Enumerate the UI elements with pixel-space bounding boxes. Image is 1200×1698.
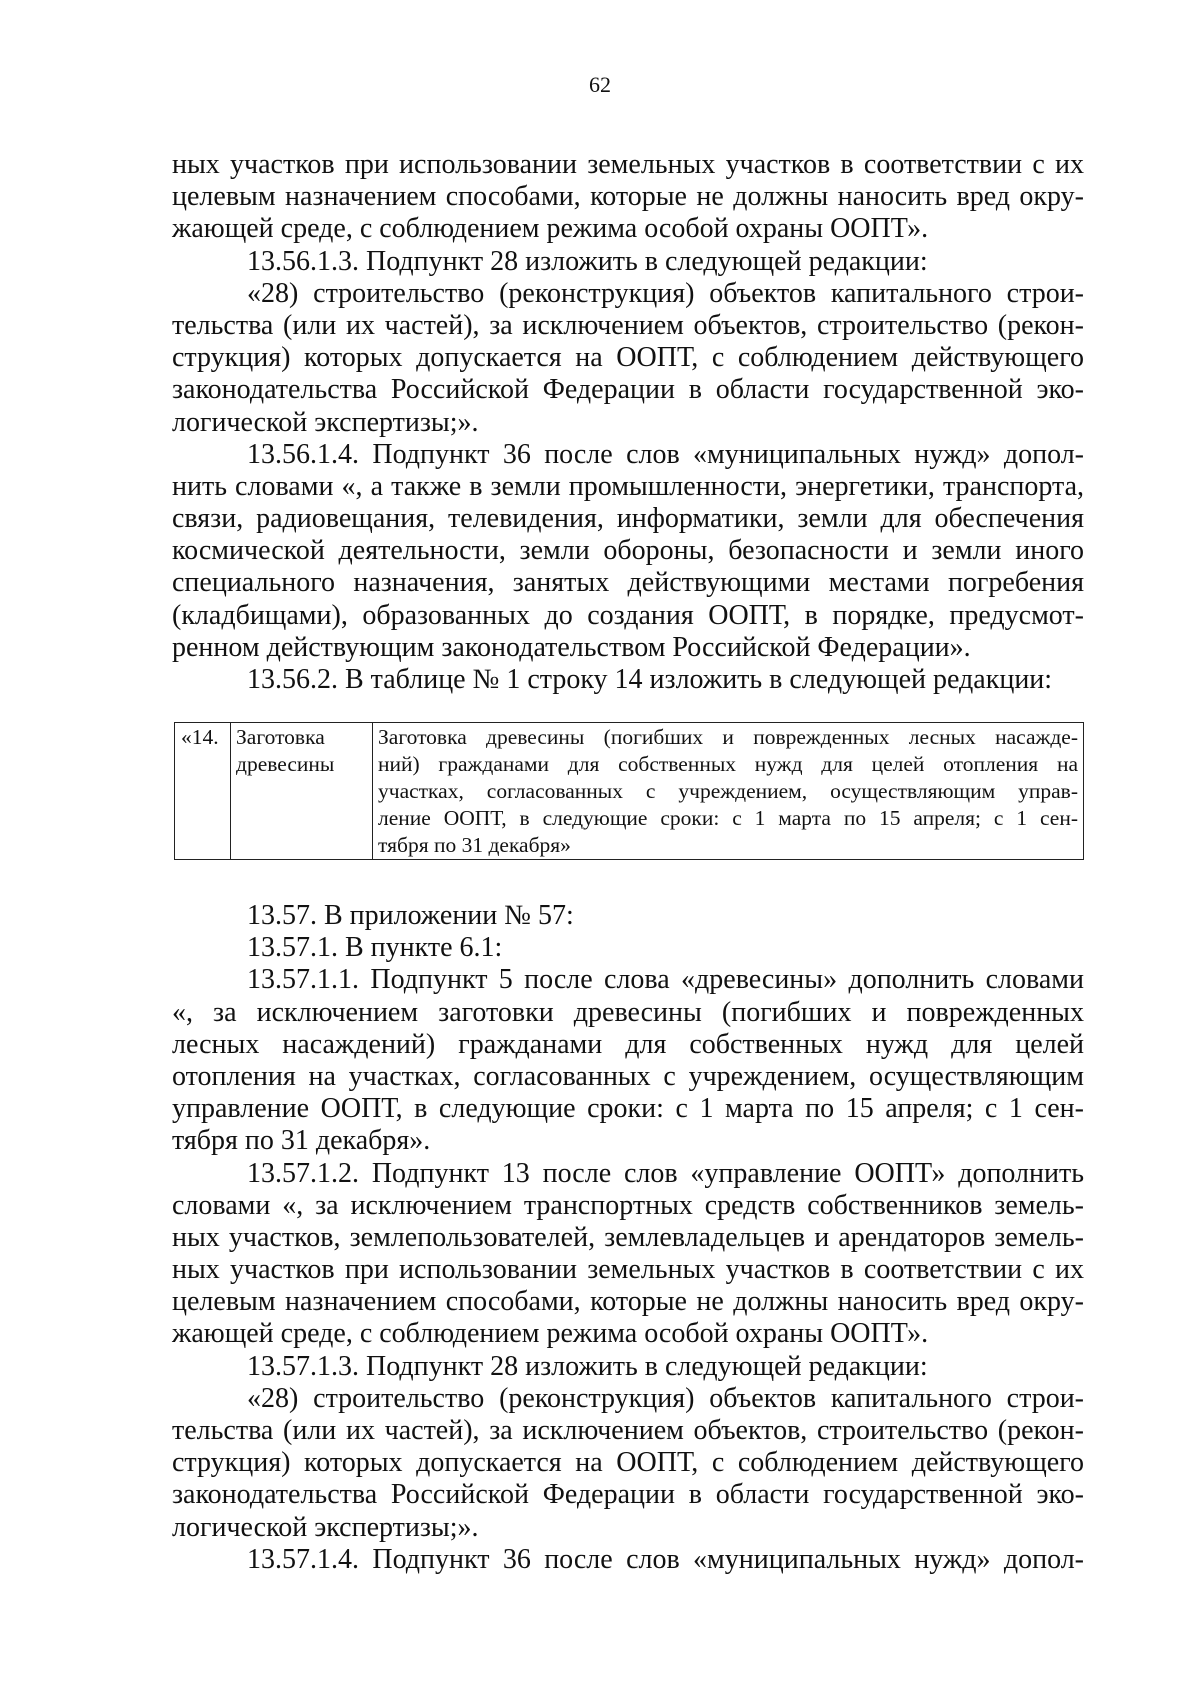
text-line: 13.57.1.3. Подпункт 28 изложить в следующей редакции: bbox=[247, 1350, 928, 1382]
text-line: нить словами «, а также в земли промышленности, энергетики, транспорта, bbox=[172, 470, 1084, 502]
text-line: законодательства Российской Федерации в области государственной эко- bbox=[172, 374, 1084, 406]
text-line: 13.57.1. В пункте 6.1: bbox=[247, 932, 503, 964]
text-line: тельства (или их частей), за исключением объектов, строительство (рекон- bbox=[172, 309, 1084, 341]
row-number-cell bbox=[175, 723, 231, 860]
text-line: «28) строительство (реконструкция) объектов капитального строи- bbox=[247, 1382, 1084, 1414]
text-line: ренном действующим законодательством Российской Федерации». bbox=[172, 631, 971, 663]
text-block-bottom bbox=[172, 900, 1084, 1576]
table-cell-line: Заготовка древесины (погибших и поврежденных лесных насажде- bbox=[378, 725, 1078, 749]
text-line: целевым назначением способами, которые не должны наносить вред окру- bbox=[172, 181, 1084, 213]
table-cell-line: «14. bbox=[181, 725, 219, 749]
table-cell-line: участках, согласованных с учреждением, осуществляющим управ- bbox=[378, 779, 1078, 803]
page-number: 62 bbox=[589, 72, 611, 97]
text-line: тельства (или их частей), за исключением объектов, строительство (рекон- bbox=[172, 1415, 1084, 1446]
text-line: ных участков, землепользователей, землевладельцев и арендаторов земель- bbox=[172, 1221, 1084, 1253]
text-line: логической экспертизы;». bbox=[172, 406, 479, 438]
text-line: 13.57.1.2. Подпункт 13 после слов «управление ООПТ» дополнить bbox=[247, 1157, 1084, 1189]
text-line: законодательства Российской Федерации в области государственной эко- bbox=[172, 1479, 1084, 1511]
table-cell-line: тября по 31 декабря» bbox=[378, 833, 571, 857]
text-line: струкция) которых допускается на ООПТ, с соблюдением действующего bbox=[172, 342, 1084, 374]
text-line: жающей среде, с соблюдением режима особой охраны ООПТ». bbox=[172, 1318, 929, 1350]
text-line: связи, радиовещания, телевидения, информатики, земли для обеспечения bbox=[172, 503, 1084, 535]
text-line: струкция) которых допускается на ООПТ, с соблюдением действующего bbox=[172, 1447, 1084, 1479]
text-line: словами «, за исключением транспортных средств собственников земель- bbox=[172, 1189, 1084, 1221]
text-line: управление ООПТ, в следующие сроки: с 1 марта по 15 апреля; с 1 сен- bbox=[172, 1093, 1084, 1125]
table-cell-line: Заготовка bbox=[236, 725, 325, 749]
text-line: логической экспертизы;». bbox=[172, 1511, 479, 1543]
text-line: отопления на участках, согласованных с учреждением, осуществляющим bbox=[172, 1060, 1084, 1092]
text-line: (кладбищами), образованных до создания ООПТ, в порядке, предусмот- bbox=[172, 599, 1084, 631]
text-line: 13.56.1.3. Подпункт 28 изложить в следующей редакции: bbox=[247, 245, 928, 277]
text-line: целевым назначением способами, которые не должны наносить вред окру- bbox=[172, 1286, 1084, 1318]
text-line: жающей среде, с соблюдением режима особой охраны ООПТ». bbox=[172, 213, 929, 245]
text-line: тября по 31 декабря». bbox=[172, 1125, 431, 1157]
text-line: ных участков при использовании земельных участков в соответствии с их bbox=[172, 1254, 1084, 1286]
text-line: «28) строительство (реконструкция) объектов капитального строи- bbox=[247, 277, 1084, 309]
text-line: лесных насаждений) гражданами для собственных нужд для целей bbox=[172, 1028, 1084, 1060]
table-cell-line: древесины bbox=[236, 752, 335, 776]
text-line: космической деятельности, земли обороны, безопасности и земли иного bbox=[172, 535, 1084, 567]
text-line: ных участков при использовании земельных участков в соответствии с их bbox=[172, 149, 1084, 180]
text-line: 13.57. В приложении № 57: bbox=[247, 900, 574, 931]
text-line: «, за исключением заготовки древесины (погибших и поврежденных bbox=[172, 996, 1084, 1028]
text-block-top bbox=[172, 149, 1084, 696]
table-row bbox=[175, 723, 1084, 860]
text-line: 13.56.2. В таблице № 1 строку 14 изложить в следующей редакции: bbox=[247, 664, 1053, 695]
text-line: 13.56.1.4. Подпункт 36 после слов «муниципальных нужд» допол- bbox=[247, 438, 1084, 470]
table-cell-line: ление ООПТ, в следующие сроки: с 1 марта по 15 апреля; с 1 сен- bbox=[378, 806, 1078, 830]
amendment-table bbox=[174, 722, 1084, 860]
text-line: специального назначения, занятых действующими местами погребения bbox=[172, 567, 1084, 599]
activity-name-cell bbox=[231, 723, 373, 860]
table-cell-line: ний) гражданами для собственных нужд для целей отопления на bbox=[378, 752, 1078, 776]
text-line: 13.57.1.1. Подпункт 5 после слова «древесины» дополнить словами bbox=[247, 964, 1084, 996]
text-line: 13.57.1.4. Подпункт 36 после слов «муниципальных нужд» допол- bbox=[247, 1543, 1084, 1575]
activity-description-cell bbox=[373, 723, 1084, 860]
